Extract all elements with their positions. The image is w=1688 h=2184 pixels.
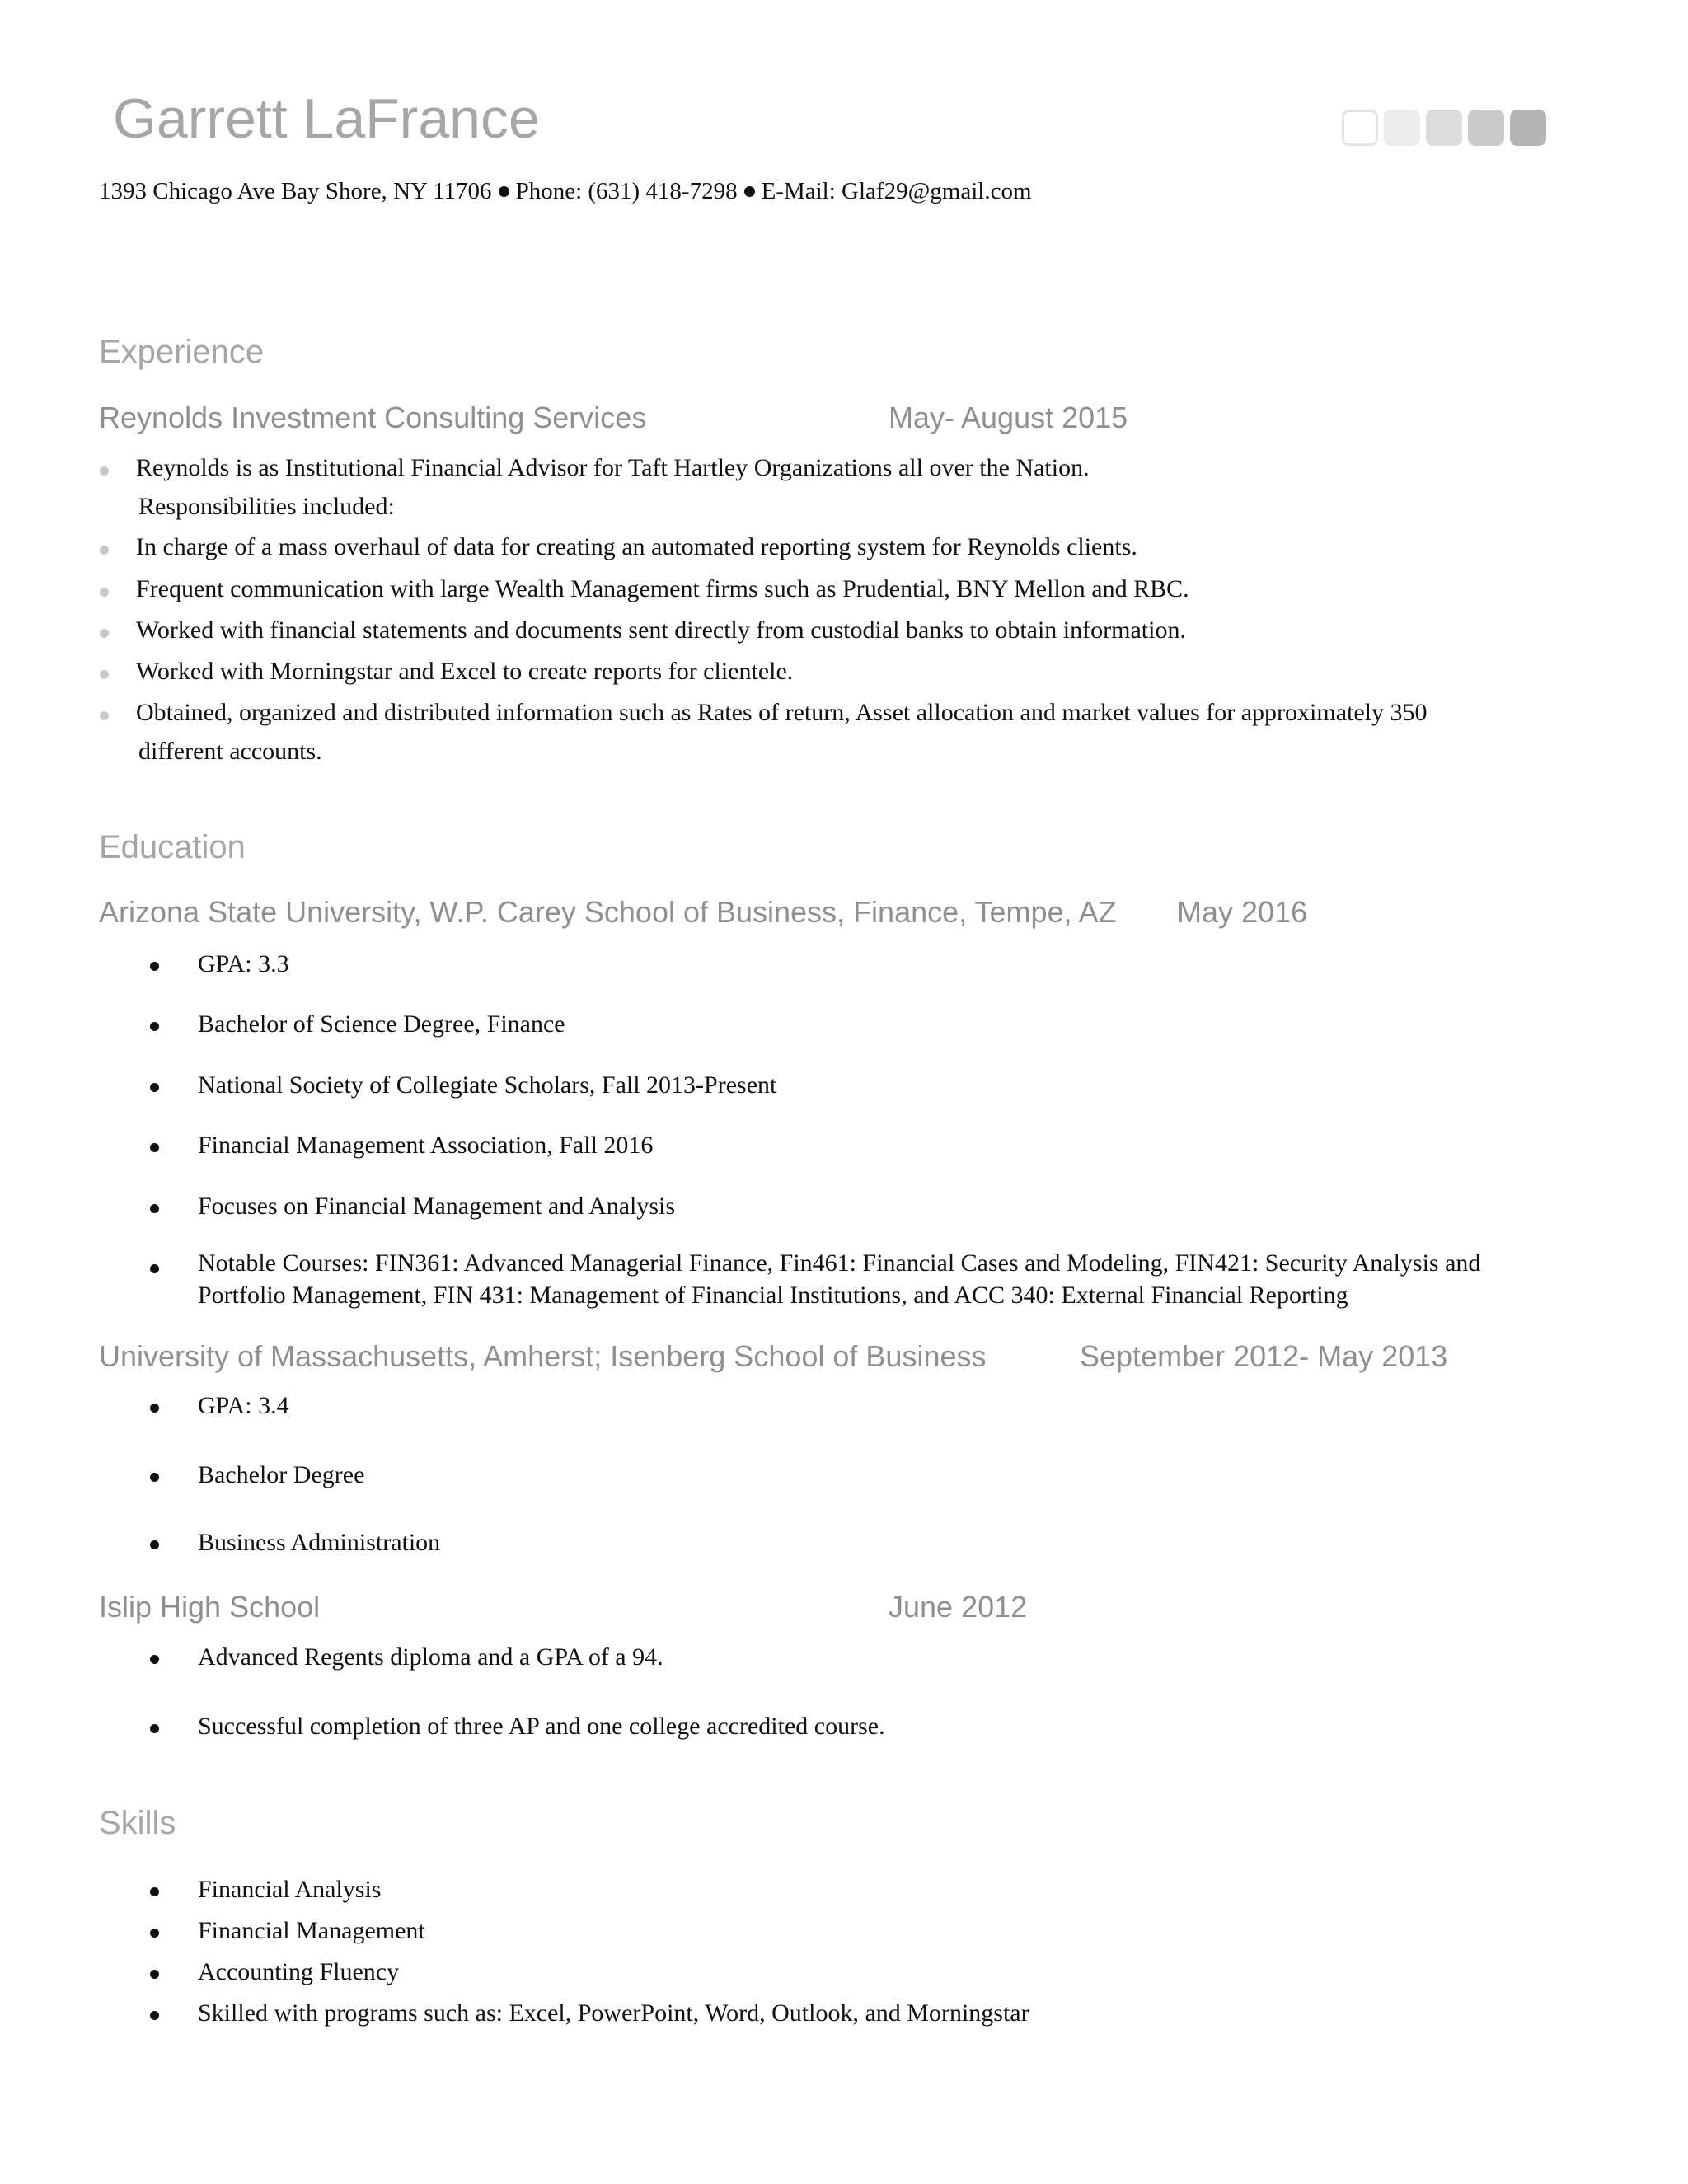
education-item: Focuses on Financial Management and Analysis bbox=[198, 1193, 676, 1220]
contact-line bbox=[99, 177, 1032, 206]
decorative-squares bbox=[1342, 110, 1546, 146]
bullet-icon bbox=[100, 546, 109, 555]
company-name: Reynolds Investment Consulting Services bbox=[99, 401, 647, 434]
education-item: Bachelor Degree bbox=[198, 1461, 365, 1488]
bullet-icon bbox=[100, 466, 109, 476]
bullet-icon bbox=[150, 1887, 159, 1896]
school-name: Islip High School bbox=[99, 1590, 321, 1624]
bullet-icon bbox=[100, 670, 109, 679]
email: E-Mail: Glaf29@gmail.com bbox=[761, 178, 1032, 204]
skill-item: Skilled with programs such as: Excel, PowerPoint, Word, Outlook, and Morningstar bbox=[198, 1999, 1029, 2027]
experience-item: In charge of a mass overhaul of data for creating an automated reporting system for Reynolds clients. bbox=[136, 533, 1137, 560]
education-item: Bachelor of Science Degree, Finance bbox=[198, 1010, 565, 1038]
bullet-icon bbox=[150, 1970, 159, 1979]
skill-item: Financial Analysis bbox=[198, 1876, 382, 1903]
square-decoration bbox=[1426, 110, 1462, 146]
bullet-icon bbox=[150, 1473, 159, 1482]
bullet-icon bbox=[150, 1143, 159, 1152]
candidate-name: Garrett LaFrance bbox=[113, 87, 540, 150]
school-dates: September 2012- May 2013 bbox=[1080, 1339, 1448, 1373]
bullet-icon bbox=[150, 1540, 159, 1549]
square-decoration bbox=[1468, 110, 1504, 146]
bullet-icon bbox=[150, 1655, 159, 1664]
bullet-icon bbox=[100, 629, 109, 638]
experience-item: Worked with financial statements and documents sent directly from custodial banks to obtain information. bbox=[136, 616, 1186, 644]
experience-item: Obtained, organized and distributed information such as Rates of return, Asset allocation and market values for approximately 350 bbox=[136, 699, 1428, 726]
skill-item: Accounting Fluency bbox=[198, 1958, 400, 1985]
school-dates: May 2016 bbox=[1177, 895, 1308, 929]
school-name: Arizona State University, W.P. Carey School of Business, Finance, Tempe, AZ bbox=[99, 895, 1117, 929]
education-item: GPA: 3.3 bbox=[198, 950, 289, 977]
education-item: Financial Management Association, Fall 2016 bbox=[198, 1132, 654, 1159]
school-name: University of Massachusetts, Amherst; Isenberg School of Business bbox=[99, 1339, 987, 1373]
experience-item: Frequent communication with large Wealth Management firms such as Prudential, BNY Mellon and RBC. bbox=[136, 575, 1189, 602]
section-title-experience: Experience bbox=[99, 334, 265, 370]
square-decoration bbox=[1510, 110, 1546, 146]
phone: Phone: (631) 418-7298 bbox=[515, 178, 738, 204]
bullet-icon bbox=[150, 1204, 159, 1213]
experience-item: Worked with Morningstar and Excel to create reports for clientele. bbox=[136, 658, 794, 685]
bullet-icon bbox=[150, 2011, 159, 2020]
separator-dot bbox=[744, 186, 755, 197]
section-title-skills: Skills bbox=[99, 1805, 176, 1841]
address: 1393 Chicago Ave Bay Shore, NY 11706 bbox=[99, 178, 492, 204]
section-title-education: Education bbox=[99, 829, 246, 865]
education-item: Advanced Regents diploma and a GPA of a 94. bbox=[198, 1643, 663, 1671]
education-item: National Society of Collegiate Scholars, Fall 2013-Present bbox=[198, 1071, 777, 1099]
education-item: Notable Courses: FIN361: Advanced Managerial Finance, Fin461: Financial Cases and Modeling, FIN421: Security Analysis and Portfolio Management, FIN 431: Management of Financial Institutions, and ACC 340: External Financial Reporting bbox=[198, 1249, 1481, 1309]
separator-dot bbox=[499, 186, 509, 197]
skill-item: Financial Management bbox=[198, 1917, 425, 1944]
bullet-icon bbox=[100, 588, 109, 597]
bullet-icon bbox=[150, 1404, 159, 1413]
bullet-icon bbox=[150, 1083, 159, 1092]
bullet-icon bbox=[150, 1929, 159, 1938]
bullet-icon bbox=[150, 962, 159, 971]
bullet-icon bbox=[150, 1022, 159, 1031]
school-dates: June 2012 bbox=[889, 1590, 1028, 1624]
bullet-icon bbox=[100, 711, 109, 720]
bullet-icon bbox=[150, 1724, 159, 1733]
bullet-icon bbox=[150, 1264, 159, 1273]
experience-item: Responsibilities included: bbox=[138, 493, 395, 520]
education-item: Successful completion of three AP and one college accredited course. bbox=[198, 1713, 885, 1740]
education-item: GPA: 3.4 bbox=[198, 1392, 289, 1419]
education-item: Business Administration bbox=[198, 1529, 441, 1556]
square-decoration bbox=[1384, 110, 1420, 146]
company-dates: May- August 2015 bbox=[889, 401, 1128, 434]
experience-item: Reynolds is as Institutional Financial Advisor for Taft Hartley Organizations all over the Nation. bbox=[136, 454, 1090, 481]
square-decoration bbox=[1342, 110, 1378, 146]
experience-item: different accounts. bbox=[138, 738, 322, 765]
